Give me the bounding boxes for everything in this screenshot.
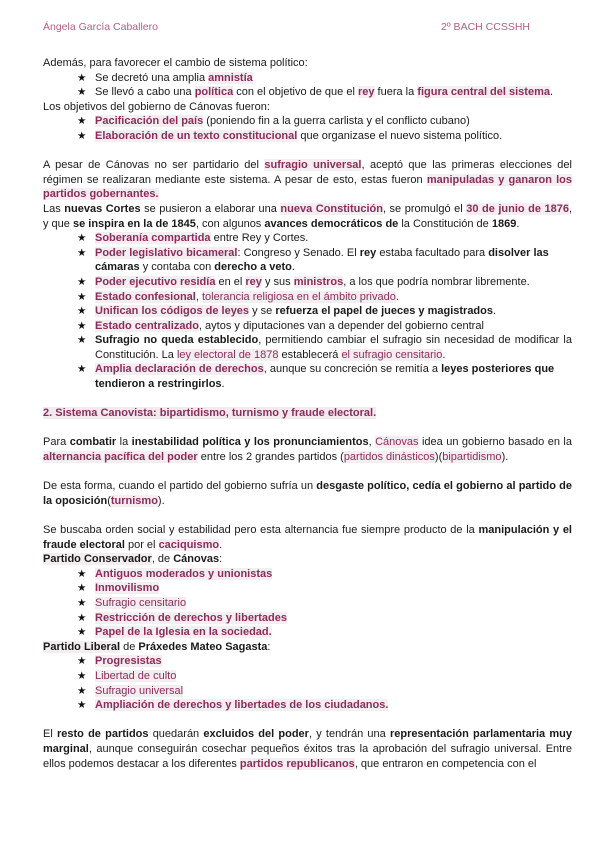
list-item: ★ Pacificación del país (poniendo fin a la guerra carlista y el conflicto cubano) [77, 115, 470, 128]
list-item: ★ Antiguos moderados y unionistas [77, 567, 273, 580]
objectives-paragraph: Los objetivos del gobierno de Cánovas fueron: [43, 100, 270, 113]
conservador-list [43, 567, 572, 640]
liberal-heading: Partido Liberal de Práxedes Mateo Sagasta: [43, 640, 271, 653]
document-body [43, 56, 572, 771]
star-bullet-icon: ★ [77, 655, 87, 668]
star-bullet-icon: ★ [77, 582, 87, 595]
star-bullet-icon: ★ [77, 567, 87, 580]
list-item: ★ Elaboración de un texto constitucional que organizase el nuevo sistema político. [77, 129, 503, 142]
list-item: ★ Se llevó a cabo una política con el objetivo de que el rey fuera la figura central del sistema. [77, 86, 554, 99]
header-course: 2º BACH CCSSHH [440, 21, 530, 33]
objectives-list [43, 114, 572, 143]
star-bullet-icon: ★ [77, 129, 87, 142]
star-bullet-icon: ★ [77, 669, 87, 682]
star-bullet-icon: ★ [77, 626, 87, 639]
star-bullet-icon: ★ [77, 319, 87, 332]
list-item: ★ Papel de la Iglesia en la sociedad. [77, 626, 272, 639]
star-bullet-icon: ★ [77, 363, 87, 376]
list-item: ★ Inmovilismo [77, 582, 160, 595]
turnismo-paragraph: De esta forma, cuando el partido del gobierno sufría un desgaste político, cedía el gobierno al partido de la oposición(turnismo). [43, 480, 572, 507]
liberal-list [43, 654, 572, 712]
section-heading: 2. Sistema Canovista: bipartidismo, turnismo y fraude electoral. [43, 407, 377, 420]
cortes-paragraph: Las nuevas Cortes se pusieron a elaborar una nueva Constitución, se promulgó el 30 de junio de 1876, y que se inspira en la de 1845, con algunos avances democráticos de la Constitución de 1869. [43, 202, 573, 230]
intro-list [43, 71, 572, 100]
star-bullet-icon: ★ [77, 290, 87, 303]
star-bullet-icon: ★ [77, 86, 87, 99]
intro-paragraph: Además, para favorecer el cambio de sistema político: [43, 57, 308, 69]
star-bullet-icon: ★ [77, 115, 87, 128]
star-bullet-icon: ★ [77, 246, 87, 259]
star-bullet-icon: ★ [77, 305, 87, 318]
list-item: ★ Sufragio censitario [77, 596, 187, 609]
list-item: ★ Progresistas [77, 655, 162, 668]
star-bullet-icon: ★ [77, 232, 87, 245]
star-bullet-icon: ★ [77, 334, 87, 347]
sufragio-paragraph: A pesar de Cánovas no ser partidario del sufragio universal, aceptó que las primeras elecciones del régimen se realizaran mediante este sistema. A pesar de esto, estas fueron manipuladas y ganaron los partidos gobernantes. [43, 159, 572, 201]
star-bullet-icon: ★ [77, 71, 87, 84]
list-item: ★ Libertad de culto [77, 669, 177, 682]
list-item: ★ Estado centralizado, aytos y diputaciones van a depender del gobierno central [77, 319, 484, 332]
header-author: Ángela García Caballero [43, 21, 158, 33]
list-item: ★ Sufragio no queda establecido, permitiendo cambiar el sufragio sin necesidad de modificar la Constitución. La ley electoral de 1878 establecerá el sufragio censitario. [77, 334, 572, 361]
star-bullet-icon: ★ [77, 275, 87, 288]
star-bullet-icon: ★ [77, 611, 87, 624]
bipartidismo-paragraph: Para combatir la inestabilidad política y los pronunciamientos, Cánovas idea un gobierno basado en la alternancia pacífica del poder entre los 2 grandes partidos (partidos dinásticos)(bipartidismo). [43, 436, 572, 464]
list-item: ★ Restricción de derechos y libertades [77, 611, 287, 624]
list-item: ★ Poder ejecutivo residía en el rey y sus ministros, a los que podría nombrar libremente. [77, 275, 530, 288]
list-item: ★ Se decretó una amplia amnistía [77, 71, 253, 84]
list-item: ★ Sufragio universal [77, 684, 184, 697]
otros-partidos-paragraph: El resto de partidos quedarán excluidos del poder, y tendrán una representación parlamentaria muy marginal, aunque conseguirán cosechar pequeños éxitos tras la aprobación del sufragio universal. Entre ellos podemos destacar a los diferentes partidos republicanos, que entraron en competencia con el [43, 728, 572, 770]
caciquismo-paragraph: Se buscaba orden social y estabilidad pero esta alternancia fue siempre producto de la manipulación y el fraude electoral por el caciquismo. [43, 524, 572, 551]
list-item: ★ Amplia declaración de derechos, aunque su concreción se remitía a leyes posteriores que tendieron a restringirlos. [77, 363, 555, 391]
list-item: ★ Poder legislativo bicameral: Congreso y Senado. El rey estaba facultado para disolver las cámaras y contaba con derecho a veto. [77, 246, 549, 274]
star-bullet-icon: ★ [77, 699, 87, 712]
list-item: ★ Unifican los códigos de leyes y se refuerza el papel de jueces y magistrados. [77, 305, 497, 318]
conservador-heading: Partido Conservador, de Cánovas: [43, 553, 223, 566]
constitution-list [43, 231, 572, 392]
list-item: ★ Soberanía compartida entre Rey y Cortes. [77, 232, 309, 245]
page-header [43, 21, 557, 35]
list-item: ★ Estado confesional, tolerancia religiosa en el ámbito privado. [77, 290, 399, 303]
star-bullet-icon: ★ [77, 684, 87, 697]
star-bullet-icon: ★ [77, 596, 87, 609]
list-item: ★ Ampliación de derechos y libertades de los ciudadanos. [77, 699, 389, 712]
